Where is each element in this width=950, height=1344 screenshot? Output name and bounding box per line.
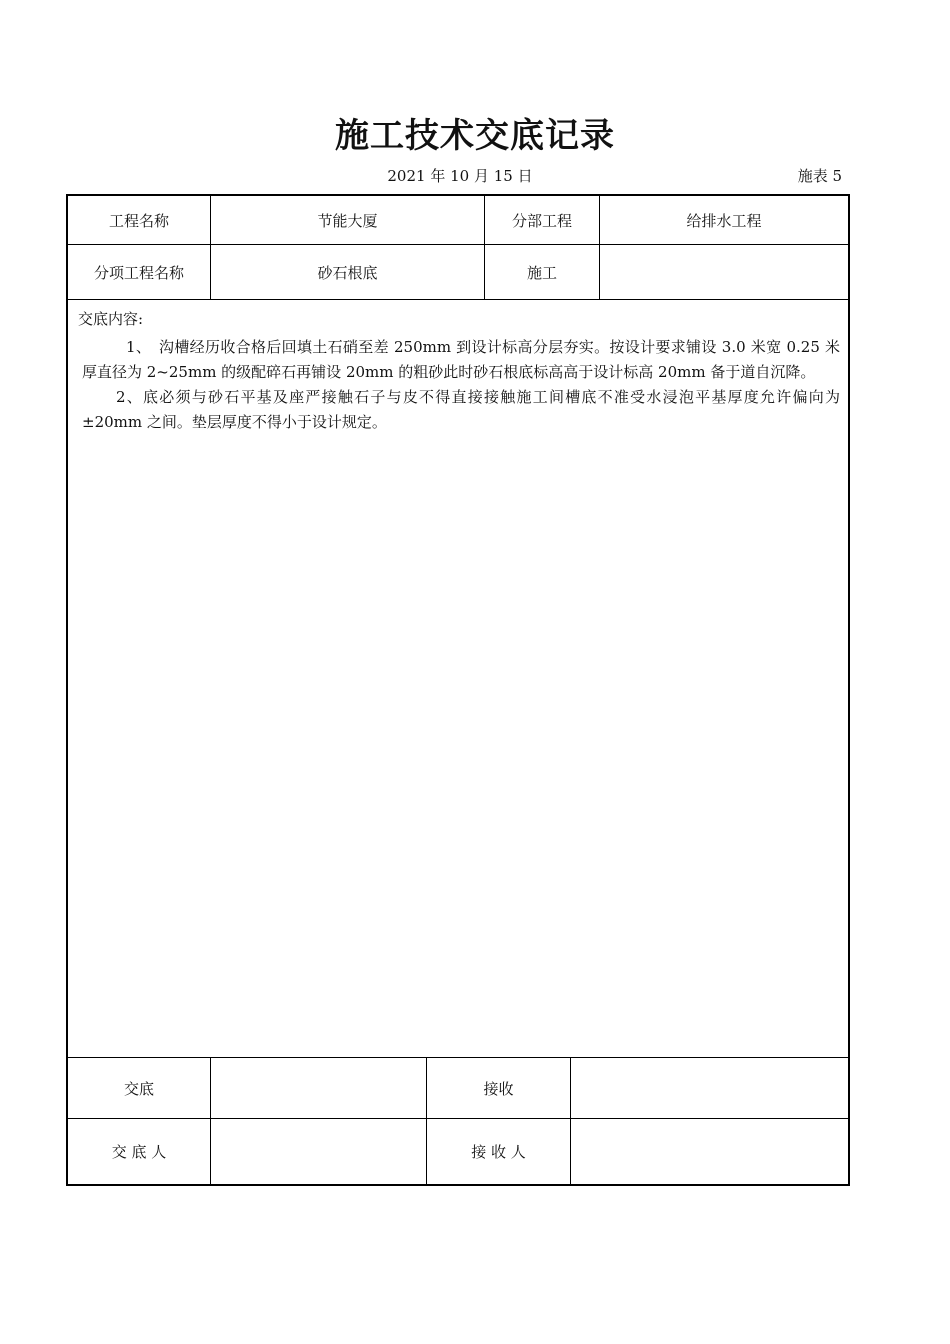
- handover-person-label: 交 底 人: [68, 1119, 211, 1184]
- project-row: [68, 196, 848, 245]
- content-paragraph-2: 2、底必须与砂石平基及座严接触石子与皮不得直接接触施工间槽底不准受水浸泡平基厚度允许偏向为±20mm 之间。垫层厚度不得小于设计规定。: [82, 388, 840, 431]
- receive-label: 接收: [427, 1058, 571, 1118]
- handover-value: [211, 1058, 427, 1118]
- handover-person-value: [211, 1119, 427, 1184]
- receive-value: [571, 1058, 848, 1118]
- receiver-value: [571, 1119, 848, 1184]
- construction-value: [600, 245, 848, 299]
- document-title: 施工技术交底记录: [335, 116, 615, 156]
- subitem-row: [68, 245, 848, 300]
- content-paragraph-1: 1、 沟槽经历收合格后回填土石硝至差 250mm 到设计标高分层夯实。按设计要求铺设 3.0 米宽 0.25 米厚直径为 2~25mm 的级配碎石再铺设 20mm 的粗砂此时砂石根底标高高于设计标高 20mm 备于道自沉降。: [82, 338, 840, 381]
- handover-label: 交底: [68, 1058, 211, 1118]
- record-table: [66, 194, 850, 1186]
- signature-row: [68, 1119, 848, 1184]
- handover-content: [68, 300, 848, 1058]
- receiver-label: 接 收 人: [427, 1119, 571, 1184]
- construction-label: 施工: [485, 245, 600, 299]
- subitem-label: 分项工程名称: [68, 245, 211, 299]
- project-name-label: 工程名称: [68, 196, 211, 244]
- content-heading: 交底内容:: [78, 310, 144, 328]
- handover-row: [68, 1058, 848, 1119]
- division-value: 给排水工程: [686, 211, 762, 230]
- form-number: 施表 5: [797, 167, 842, 185]
- subitem-value: 砂石根底: [211, 245, 485, 299]
- project-name-value: 节能大厦: [211, 196, 485, 244]
- document-date: 2021 年 10 月 15 日: [387, 167, 533, 185]
- division-label: 分部工程: [485, 196, 600, 244]
